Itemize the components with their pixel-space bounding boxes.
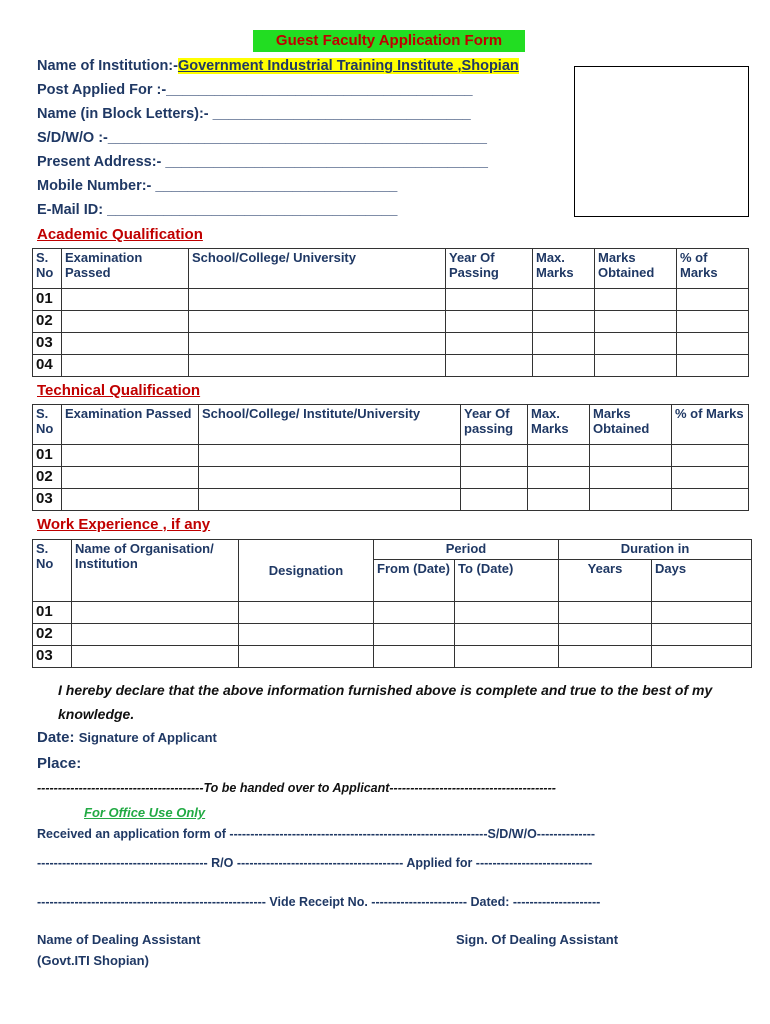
place-label: Place: xyxy=(37,755,82,772)
post-applied-field[interactable]: Post Applied For :-______________________________________ xyxy=(37,82,473,98)
date-line xyxy=(37,729,217,746)
table-row[interactable]: 02 xyxy=(33,311,749,333)
table-row[interactable]: 03 xyxy=(33,333,749,355)
col-sno: S. No xyxy=(33,540,72,602)
col-percent: % of Marks xyxy=(672,405,749,445)
col-sno: S. No xyxy=(33,405,62,445)
vide-line: ------------------------------------------------------- Vide Receipt No. ----------------------- Dated: --------------------- xyxy=(37,895,601,909)
col-obtained: Marks Obtained xyxy=(595,249,677,289)
technical-table xyxy=(32,404,749,511)
sdwo-field[interactable]: S/D/W/O :-_______________________________________________ xyxy=(37,130,487,146)
academic-table xyxy=(32,248,749,377)
academic-heading: Academic Qualification xyxy=(37,226,203,243)
col-designation: Designation xyxy=(239,540,374,602)
date-label: Date: xyxy=(37,729,75,746)
col-year: Year Of Passing xyxy=(446,249,533,289)
col-days: Days xyxy=(652,560,752,602)
mobile-field[interactable]: Mobile Number:- ______________________________ xyxy=(37,178,398,194)
received-line: Received an application form of --------------------------------------------------------------S/D/W/O-------------- xyxy=(37,827,596,841)
col-org: Name of Organisation/ Institution xyxy=(72,540,239,602)
form-title: Guest Faculty Application Form xyxy=(253,30,525,52)
col-percent: % of Marks xyxy=(677,249,749,289)
table-row[interactable]: 02 xyxy=(33,467,749,489)
table-row[interactable]: 04 xyxy=(33,355,749,377)
dealing-name: Name of Dealing Assistant xyxy=(37,932,201,947)
dealing-sign: Sign. Of Dealing Assistant xyxy=(456,932,619,947)
col-year: Year Of passing xyxy=(461,405,528,445)
declaration-text: I hereby declare that the above information furnished above is complete and true to the best of my knowledge. xyxy=(58,682,713,722)
signature-label: Signature of Applicant xyxy=(78,730,217,745)
institution-value: Government Industrial Training Institute ,Shopian xyxy=(177,58,519,74)
table-row[interactable]: 03 xyxy=(33,489,749,511)
technical-heading: Technical Qualification xyxy=(37,382,201,399)
institution-line xyxy=(37,58,519,74)
col-sno: S. No xyxy=(33,249,62,289)
dealing-org: (Govt.ITI Shopian) xyxy=(37,953,149,968)
table-row[interactable]: 01 xyxy=(33,289,749,311)
table-row[interactable]: 01 xyxy=(33,602,752,624)
col-school: School/College/ Institute/University xyxy=(199,405,461,445)
office-use-label: For Office Use Only xyxy=(84,805,206,820)
photo-box xyxy=(574,66,749,217)
col-school: School/College/ University xyxy=(189,249,446,289)
address-field[interactable]: Present Address:- ________________________________________ xyxy=(37,154,488,170)
ro-line: ----------------------------------------- R/O ---------------------------------------- Applied for ---------------------------- xyxy=(37,856,593,870)
col-obtained: Marks Obtained xyxy=(590,405,672,445)
name-field[interactable]: Name (in Block Letters):- ________________________________ xyxy=(37,106,471,122)
col-to: To (Date) xyxy=(455,560,559,602)
col-max: Max. Marks xyxy=(533,249,595,289)
col-duration: Duration in xyxy=(559,540,752,560)
handover-line: ----------------------------------------To be handed over to Applicant---------------------------------------- xyxy=(37,781,556,795)
col-years: Years xyxy=(559,560,652,602)
col-period: Period xyxy=(374,540,559,560)
table-row[interactable]: 01 xyxy=(33,445,749,467)
col-max: Max. Marks xyxy=(528,405,590,445)
col-exam: Examination Passed xyxy=(62,405,199,445)
work-table xyxy=(32,539,752,668)
table-row[interactable]: 03 xyxy=(33,646,752,668)
col-from: From (Date) xyxy=(374,560,455,602)
col-exam: Examination Passed xyxy=(62,249,189,289)
email-field[interactable]: E-Mail ID: ____________________________________ xyxy=(37,202,398,218)
table-row[interactable]: 02 xyxy=(33,624,752,646)
work-heading: Work Experience , if any xyxy=(37,516,211,533)
institution-label: Name of Institution:- xyxy=(37,58,178,74)
